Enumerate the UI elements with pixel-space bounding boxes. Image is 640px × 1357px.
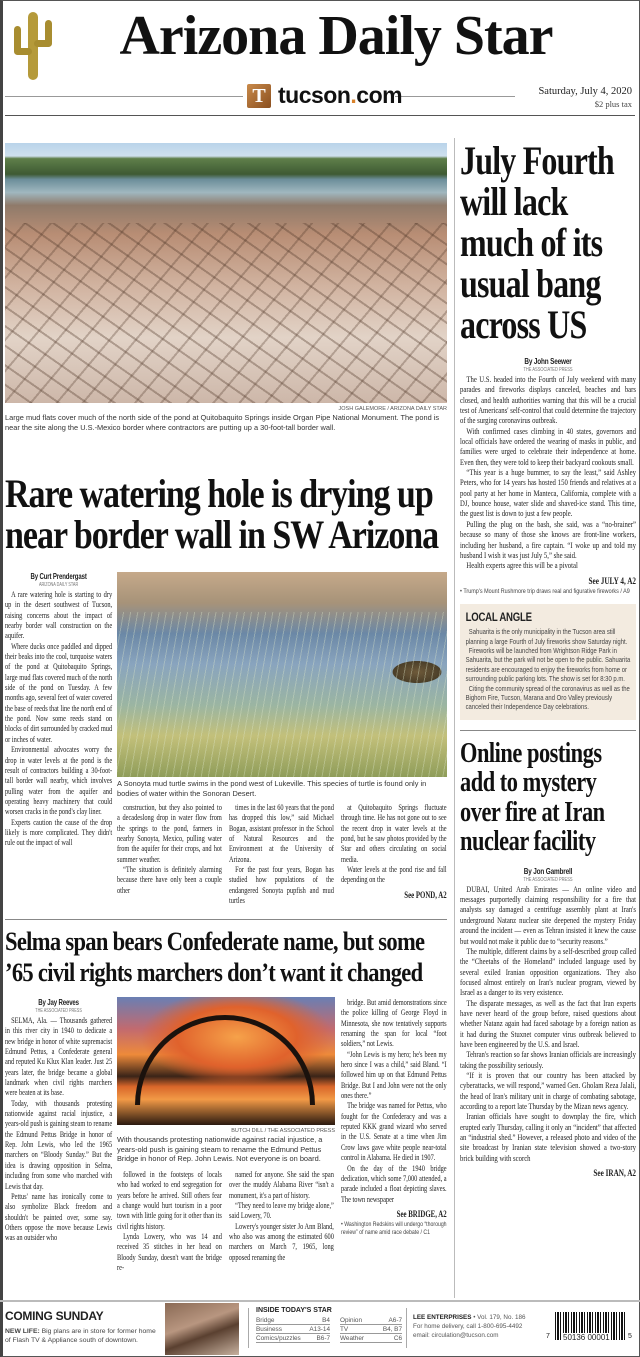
- inside-title: INSIDE TODAY'S STAR: [256, 1307, 332, 1314]
- section-divider: [5, 919, 447, 920]
- masthead-bottom-rule: [5, 115, 635, 116]
- iran-headline: Online postings add to mystery over fire at Iran nuclear facility: [460, 737, 605, 858]
- site-name: tucson: [278, 82, 351, 108]
- byline: By Jon Gambrell: [523, 866, 573, 876]
- byline-org: THE ASSOCIATED PRESS: [35, 1008, 82, 1014]
- paragraph: Lowery's younger sister Jo Ann Bland, who also was among the estimated 600 marchers on March 7, 1965, long opposed renaming the: [229, 1221, 334, 1262]
- related-story-link[interactable]: • Trump's Mount Rushmore trip draws real and figurative fireworks / A9: [460, 587, 630, 595]
- photo-credit: JOSH GALEMORE / ARIZONA DAILY STAR: [338, 406, 447, 412]
- index-page: C6: [380, 1335, 402, 1343]
- july4-headline: July Fourth will lack much of its usual bang across US: [460, 138, 614, 347]
- index-section: Opinion: [340, 1317, 380, 1325]
- paragraph: Citing the community spread of the coronavirus as well as the Bighorn Fire, Tucson, Marana and Oro Valley previously canceled their Independence Day celebrations.: [465, 683, 630, 712]
- photo-caption: With thousands protesting nationwide against racial injustice, a years-old push is gaining steam to rename the Edmund Pettus Bridge in honor of Rep. John Lewis. Not everyone is on board.: [117, 1135, 323, 1163]
- paragraph: The multiple, different claims by a self-described group called the “Cheetahs of the Homeland” included language used by several exiled Iranian opposition organizations. They also focused almost entirely on Iran's nuclear program, viewed by Israel as a danger to its very existence.: [460, 946, 636, 998]
- paragraph: Iranian officials have sought to downplay the fire, which erupted early Thursday, calling it only an “incident” that affected an “industrial shed.” However, a released photo and video of the site broadcast by Iranian state television showed a two-story brick building with scorch: [460, 1112, 636, 1163]
- article-text: [460, 375, 636, 572]
- issue-price: $2 plus tax: [594, 99, 632, 109]
- pond-column-3: [229, 803, 334, 906]
- photo-caption: A Sonoyta mud turtle swims in the pond west of Lukeville. This species of turtle is found only in bodies of water within the Sonoran Desert.: [117, 779, 427, 798]
- index-section: Comics/puzzles: [256, 1335, 308, 1343]
- article-text: [341, 998, 447, 1205]
- index-page: A6-7: [380, 1317, 402, 1325]
- paragraph: Where ducks once paddled and dipped their beaks into the cool, turquoise waters of the pond at Quitobaquito Springs, large mud flats covered much of the north side of the pond on Tuesday. A few months ago, several feet of water covered the base of reeds that line the north end of the pond. Now some reeds stand on blocks of dirt surrounded by cracked mud or inches of water.: [5, 641, 113, 744]
- paragraph: Tehran's reaction so far shows Iranian officials are increasingly taking the possibility seriously.: [460, 1050, 636, 1070]
- index-page: B4: [308, 1317, 330, 1325]
- pond-column-4: [341, 803, 447, 900]
- selma-column-2: [117, 1170, 222, 1273]
- site-dot: .: [350, 82, 357, 108]
- paragraph: “This year is a huge bummer, to say the least,” said Ashley Peters, who for 14 years has hosted 150 friends and relatives at a pool party at her home in Manteca, California, complete with a DJ, bounce house, water slide and shaved-ice stand. This time, the guest list is down to just a few people.: [460, 468, 636, 519]
- coming-sunday-title: COMING SUNDAY: [5, 1309, 104, 1323]
- july4-story: [460, 357, 636, 596]
- index-page: B4, B7: [380, 1326, 402, 1334]
- july4-jump-link[interactable]: See JULY 4, A2: [588, 575, 636, 586]
- article-text: [460, 885, 636, 1164]
- paragraph: For the past four years, Bogan has studied how populations of the endangered Sonoyta pupfish and mud turtles: [229, 865, 334, 906]
- masthead-rule: [5, 96, 243, 97]
- teaser-lead: NEW LIFE:: [5, 1328, 40, 1335]
- paragraph: bridge. But amid demonstrations since the police killing of George Floyd in Minnesota, she now tentatively supports renaming the span for local “foot soldiers,” not Lewis.: [341, 998, 447, 1049]
- index-section: TV: [340, 1326, 380, 1334]
- inside-index: [256, 1317, 402, 1343]
- paragraph: followed in the footsteps of locals who had worked to end segregation for years before he arrived. Still others fear a change would hurt tourism in a poor town with little going for it other than its civil rights history.: [117, 1170, 222, 1231]
- paragraph: SELMA, Ala. — Thousands gathered in this river city in 1940 to dedicate a new bridge in honor of white supremacist Edmund Pettus, a Confederate general and reputed Ku Klux Klan leader. Just 25 years later, the bridge became a global landmark when civil rights marchers were beaten at its base.: [5, 1016, 113, 1098]
- selma-column-3: [229, 1170, 334, 1263]
- byline: By John Seewer: [524, 357, 572, 366]
- paragraph: at Quitobaquito Springs fluctuate through time. He has not gone out to see the recent drop in water levels at the pond, but he saw photos provided by the Star and others circulating on social media.: [341, 803, 447, 864]
- selma-column-4: [341, 998, 447, 1238]
- barcode-right-digit: 5: [628, 1333, 632, 1340]
- delivery-phone: For home delivery, call 1-800-695-4492: [413, 1323, 523, 1330]
- pond-column-1: [5, 572, 112, 849]
- paragraph: Experts caution the cause of the drop likely is more complicated. They didn't rule out the impact of wall: [5, 817, 113, 848]
- pond-jump-link[interactable]: See POND, A2: [404, 889, 447, 900]
- photo-caption: Large mud flats cover much of the north side of the pond at Quitobaquito Springs inside Organ Pipe National Monument. The pond is near the site along the U.S.-Mexico border where contractors are putting up a 30-foot-tall border wall.: [5, 413, 440, 432]
- selma-column-1: [5, 998, 112, 1244]
- paragraph: Pulling the plug on the bash, she said, was a “no-brainer” because so many of those she knows are front-line workers, including her husband, a fire captain. “I woke up and told my husband I wish it was just July 5,” she said.: [460, 519, 636, 560]
- coming-sunday-teaser: [5, 1327, 160, 1345]
- paragraph: The bridge was named for Pettus, who fought for the Confederacy and was a reputed KKK grand wizard who served in the U.S. Senate at a time when Jim Crow laws gave white people near-total control in Alabama. He died in 1907.: [341, 1101, 447, 1163]
- index-page: B6-7: [308, 1335, 330, 1343]
- tucson-t-logo: T: [247, 84, 271, 108]
- index-section: Business: [256, 1326, 308, 1334]
- barcode-left-digit: 7: [546, 1333, 550, 1340]
- paragraph: “They need to leave my bridge alone,” said Lowery, 70.: [229, 1201, 334, 1221]
- site-link[interactable]: [278, 82, 402, 109]
- article-text: [5, 1016, 112, 1244]
- paragraph: The U.S. headed into the Fourth of July weekend with many parades and fireworks displays canceled, beaches and bars closed, and health authorities warning that this will be a crucial test of Americans' self-control that could determine the trajectory of the surging coronavirus outbreak.: [460, 375, 636, 426]
- byline-org: THE ASSOCIATED PRESS: [523, 876, 573, 883]
- barcode-number: 50136 00001: [563, 1333, 610, 1342]
- index-section: Bridge: [256, 1317, 308, 1325]
- footer-divider: [248, 1308, 249, 1348]
- site-tld: com: [356, 82, 403, 108]
- related-story-link[interactable]: • Washington Redskins will undergo “thorough review” of name amid race debate / C1: [341, 1220, 447, 1237]
- paragraph: A rare watering hole is starting to dry up in the desert southwest of Tucson, raising concerns about the impact of nearby border wall construction on the aquifer.: [5, 590, 113, 641]
- index-page: A13-14: [309, 1326, 330, 1333]
- iran-jump-link[interactable]: See IRAN, A2: [593, 1168, 636, 1179]
- paragraph: named for anyone. She said the span over the muddy Alabama River “isn't a monument, it's a part of history.: [229, 1170, 334, 1200]
- saguaro-cactus-logo: [10, 8, 56, 80]
- circulation-email: email: circulation@tucson.com: [413, 1332, 499, 1339]
- publisher-name: LEE ENTERPRISES: [413, 1314, 472, 1321]
- turtle-photo: [117, 572, 447, 777]
- teaser-text: Big plans are in store for former home of Flash TV & Appliance south of downtown.: [5, 1328, 156, 1344]
- paragraph: The disparate messages, as well as the fact that Iran experts have never heard of the group before, raised questions about whether Natanz again had faced sabotage by a foreign nation as it had during the Stuxnet computer virus outbreak believed to have been engineered by the U.S. and Israel.: [460, 998, 636, 1049]
- paragraph: times in the last 60 years that the pond has dropped this low,” said Michael Bogan, assistant professor in the School of Natural Resources and the Environment at the University of Arizona.: [229, 803, 334, 864]
- column-rule: [454, 138, 455, 1298]
- paragraph: Sahuarita is the only municipality in the Tucson area still planning a large Fourth of July fireworks show Saturday night.: [465, 627, 628, 646]
- paragraph: “If it is proven that our country has been attacked by cyberattacks, we will respond,” warned Gen. Gholam Reza Jalali, the head of Iran's military unit in charge of combating sabotage, according to a report late Thursday by the Mizan news agency.: [460, 1070, 636, 1111]
- byline: By Jay Reeves: [38, 998, 79, 1007]
- local-angle-box: [460, 604, 636, 720]
- local-angle-title: LOCAL ANGLE: [465, 610, 532, 625]
- byline-org: ARIZONA DAILY STAR: [38, 582, 79, 588]
- selma-jump-link[interactable]: See BRIDGE, A2: [396, 1208, 447, 1219]
- local-angle-text: [466, 627, 631, 712]
- byline-org: THE ASSOCIATED PRESS: [523, 367, 573, 373]
- article-text: [341, 803, 447, 886]
- paragraph: Environmental advocates worry the drop in water levels at the pond is the result of contractors building a 30-foot-tall border wall nearby, which involves pulling water from the aquifer and operating heavy machinery that could worsen cracks in the pond's clay liner.: [5, 745, 113, 817]
- index-section: Weather: [340, 1335, 380, 1343]
- footer-divider: [406, 1308, 407, 1348]
- byline: By Curt Prendergast: [30, 572, 87, 581]
- issue-date: Saturday, July 4, 2020: [538, 86, 632, 97]
- right-rail: [460, 140, 636, 1178]
- section-divider: [460, 730, 636, 731]
- paragraph: Water levels at the pond rise and fall depending on the: [341, 865, 447, 885]
- paragraph: Fireworks will be launched from Wrightson Ridge Park in Sahuarita, but the park will not be open to the public. Sahuarita residents are encouraged to enjoy the fireworks from home or surrounding public parking lots. The show is set for 8:30 p.m.: [465, 645, 631, 684]
- publisher-info: [413, 1313, 553, 1340]
- paragraph: “The situation is definitely alarming because there have only been a couple other: [117, 865, 222, 895]
- paragraph: Health experts agree this will be a pivotal: [466, 561, 578, 571]
- volume-number: • Vol. 179, No. 186: [473, 1314, 526, 1321]
- paragraph: Pettus' name has ironically come to also symbolize Black freedom and shouldn't be painted over, some say. Others oppose the move because Lewis was an outsider who: [5, 1191, 113, 1243]
- article-text: [5, 590, 112, 849]
- paragraph: Lynda Lowery, who was 14 and received 35 stitches in her head on Bloody Sunday, doesn't want the bridge re-: [117, 1232, 222, 1273]
- mud-flats-photo: [5, 143, 447, 403]
- pond-headline: Rare watering hole is drying up near border wall in SW Arizona: [5, 471, 439, 557]
- paragraph: Today, with thousands protesting nationwide against racial injustice, a years-old push is gaining steam to rename the Edmund Pettus Bridge in honor of Rep. John Lewis, who led the 1965 marchers on “Bloody Sunday.” But the idea is drawing opposition in Selma, including from some who marched with Lewis that day.: [5, 1098, 113, 1191]
- selma-headline: Selma span bears Confederate name, but some ’65 civil rights marchers don’t want it changed: [5, 926, 425, 987]
- pond-column-2: [117, 803, 222, 896]
- coming-sunday-photo: [165, 1303, 239, 1355]
- paragraph: “John Lewis is my hero; he's been my hero since I was a child,” said Bland. “I followed him up on that Edmund Pettus Bridge. But I and John were not the only ones there.”: [341, 1049, 447, 1101]
- newspaper-title: Arizona Daily Star: [119, 5, 553, 67]
- paragraph: On the day of the 1940 bridge dedication, which some 7,000 attended, a parade included a float depicting slaves. The town newspaper: [341, 1163, 447, 1204]
- photo-credit: BUTCH DILL / THE ASSOCIATED PRESS: [231, 1128, 335, 1134]
- masthead-rule: [395, 96, 515, 97]
- paragraph: With confirmed cases climbing in 40 states, governors and local officials have ordered the wearing of masks in public, and families were urged to celebrate their independence at home. Even then, they were told to keep their backyard cookouts small.: [460, 426, 636, 467]
- iran-story: [460, 867, 636, 1178]
- paragraph: DUBAI, United Arab Emirates — An online video and messages purportedly claiming responsibility for a fire that analysts say damaged a centrifuge assembly plant at Iran's underground Natanz nuclear site deepened the mystery Friday around the incident — even as Tehran insisted it knew the cause but would not make it public due to “security reasons.”: [460, 884, 636, 946]
- paragraph: construction, but they also pointed to a decadeslong drop in water flow from the springs to the pond, farmers in nearby Sonoyta, Mexico, pulling water from the aquifer for their crops, and hot summer weather.: [117, 803, 222, 864]
